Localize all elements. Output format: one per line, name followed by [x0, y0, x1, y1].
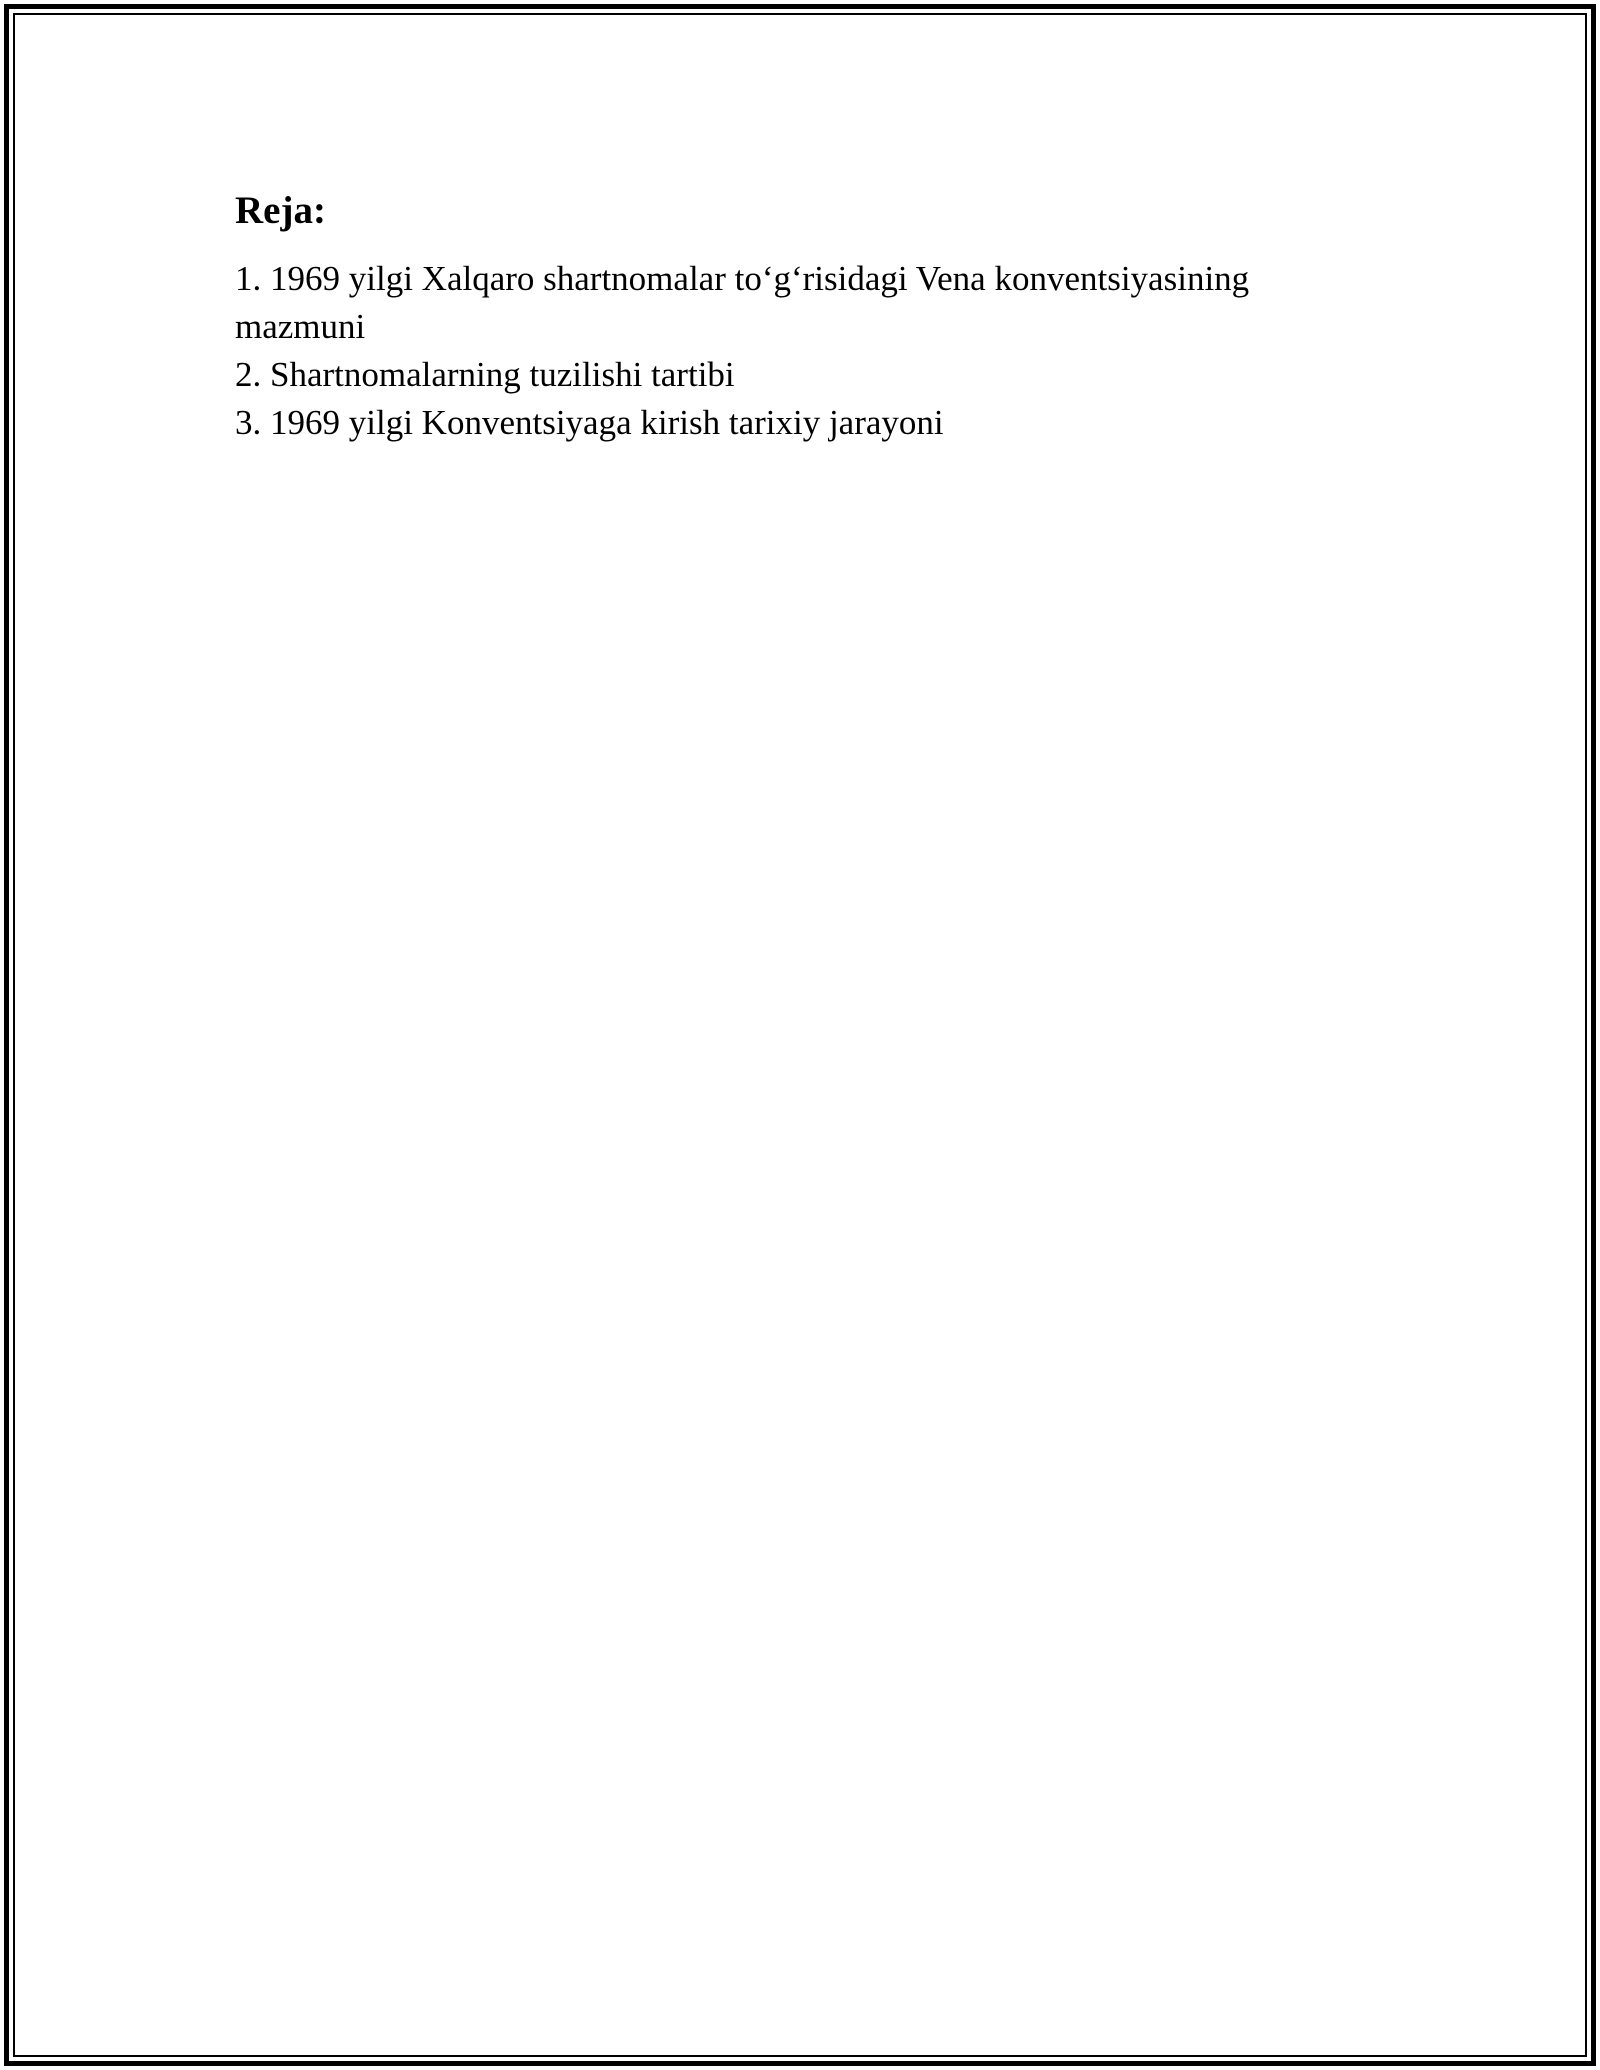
document-content: [235, 186, 1375, 447]
plan-item-2: 2. Shartnomalarning tuzilishi tartibi: [235, 355, 735, 394]
plan-item-3: 3. 1969 yilgi Konventsiyaga kirish tarixiy jarayoni: [235, 403, 944, 442]
plan-item-1: 1. 1969 yilgi Xalqaro shartnomalar to‘g‘risidagi Vena konventsiyasining mazmuni: [235, 259, 1250, 346]
plan-heading: Reja:: [235, 189, 326, 232]
plan-list: [235, 255, 1375, 447]
